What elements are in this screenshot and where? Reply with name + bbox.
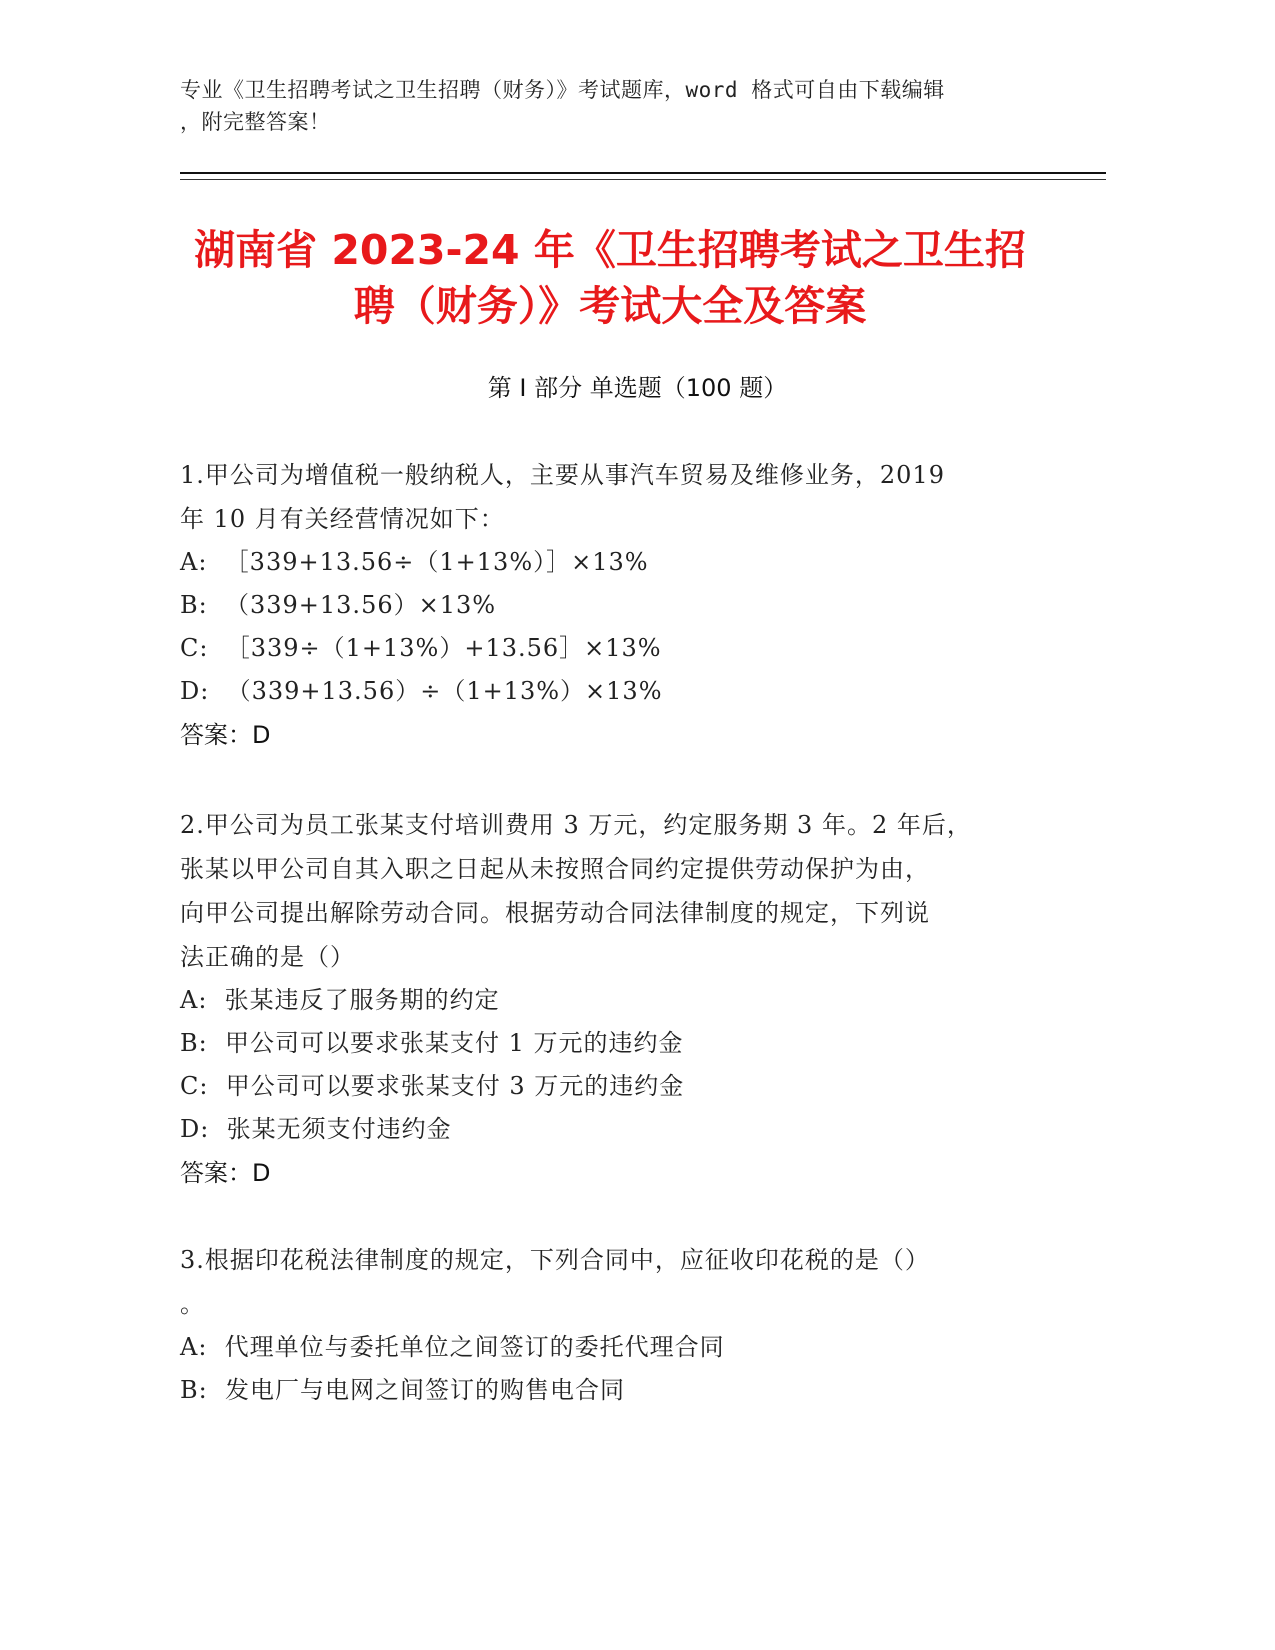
option-a: A: 张某违反了服务期的约定 [180,986,500,1014]
document-title-line-1: 湖南省 2023-24 年《卫生招聘考试之卫生招 [194,226,1026,274]
option-a: A: ［339+13.56÷（1+13%）］×13% [180,548,649,576]
header-rule-thick [180,172,1106,174]
option-a: A: 代理单位与委托单位之间签订的委托代理合同 [180,1333,725,1361]
document-title-line-2: 聘（财务）》考试大全及答案 [353,282,867,330]
option-b: B: （339+13.56）×13% [180,591,497,619]
option-d: D: 张某无须支付违约金 [180,1115,452,1143]
header-rule-thin [180,179,1106,180]
header-note: 专业《卫生招聘考试之卫生招聘（财务）》考试题库，word 格式可自由下载编辑 ，附完整答案！ [180,78,945,134]
question-stem: 2.甲公司为员工张某支付培训费用 3 万元，约定服务期 3 年。2 年后， 张某以甲公司自其入职之日起从未按照合同约定提供劳动保护为由， 向甲公司提出解除劳动合同。根据劳动合同法律制度的规定，下列说 法正确的是（） [180,811,972,971]
question-3 [180,1238,1040,1412]
answer: 答案：D [180,1159,271,1187]
question-1 [180,453,1040,757]
option-d: D: （339+13.56）÷（1+13%）×13% [180,677,663,705]
document-title [150,222,1070,334]
question-stem: 3.根据印花税法律制度的规定，下列合同中，应征收印花税的是（） 。 [180,1246,930,1318]
question-2 [180,803,1040,1195]
option-b: B: 发电厂与电网之间签订的购售电合同 [180,1376,625,1404]
section-heading: 第 I 部分 单选题（100 题） [487,374,788,402]
question-stem: 1.甲公司为增值税一般纳税人，主要从事汽车贸易及维修业务，2019 年 10 月有关经营情况如下： [180,461,945,533]
option-c: C: ［339÷（1+13%）+13.56］×13% [180,634,662,662]
answer: 答案：D [180,721,271,749]
option-c: C: 甲公司可以要求张某支付 3 万元的违约金 [180,1072,685,1100]
option-b: B: 甲公司可以要求张某支付 1 万元的违约金 [180,1029,684,1057]
